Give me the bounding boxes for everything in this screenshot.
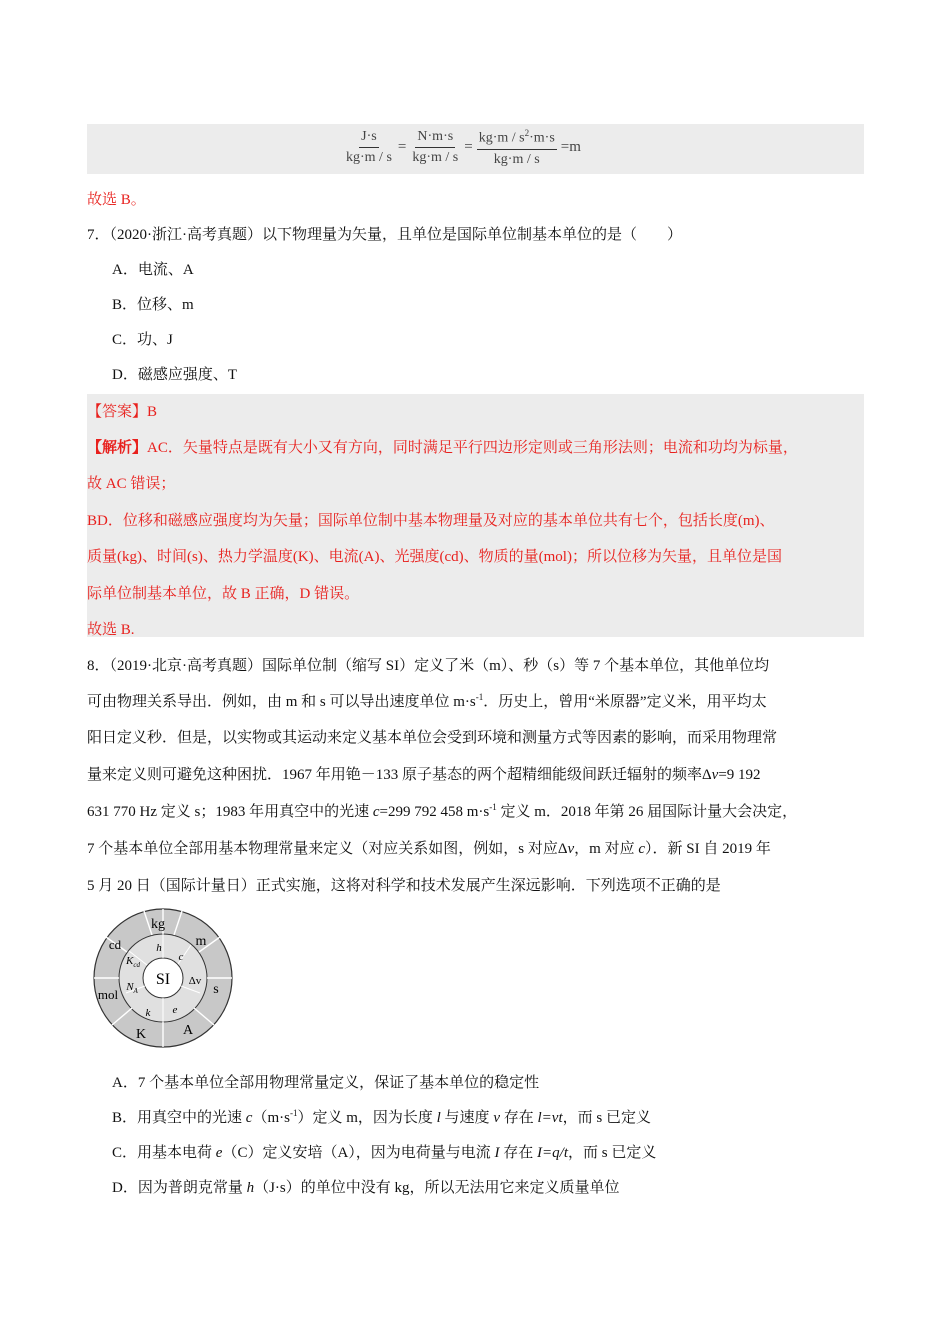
q8-line-2 (87, 690, 767, 711)
symbol-N: N (126, 981, 134, 993)
formula-I-qt: I=q/t (537, 1145, 568, 1161)
q8-text: 量来定义则可避免这种困扰．1967 年用铯－133 原子基态的两个超精细能级间跃迁辐射的频率Δ (87, 767, 712, 783)
q8-line-7: 5 月 20 日（国际计量日）正式实施，这将对科学和技术发展产生深远影响．下列选项不正确的是 (87, 878, 721, 894)
outer-label-mol: mol (97, 987, 119, 1002)
symbol-I: I (494, 1145, 500, 1161)
unit-formula (342, 128, 583, 168)
wheel-center-label: SI (155, 971, 171, 988)
symbol-c: c (372, 804, 380, 820)
symbol-K: K (126, 955, 134, 967)
q8-opt-text: ，而 s 已定义 (568, 1145, 657, 1161)
si-wheel-diagram (92, 907, 234, 1049)
symbol-c: c (245, 1110, 253, 1126)
q8-opt-text: C．用基本电荷 (112, 1145, 216, 1161)
q8-opt-text: 与速度 (440, 1110, 494, 1126)
q7-option-a: A．电流、A (112, 262, 194, 278)
superscript: -1 (289, 1108, 298, 1118)
symbol-e: e (215, 1145, 223, 1161)
superscript: 2 (524, 128, 530, 138)
q8-text: 631 770 Hz 定义 s；1983 年用真空中的光速 (87, 804, 373, 820)
q8-line-1: 8．（2019·北京·高考真题）国际单位制（缩写 SI）定义了米（m）、秒（s）等 7 个基本单位，其他单位均 (87, 658, 770, 674)
q8-opt-text: D．因为普朗克常量 (112, 1180, 247, 1196)
fraction-3-num-part: ·m·s (529, 130, 555, 146)
fraction-2-denominator: kg·m / s (412, 150, 459, 166)
q8-opt-text: （m·s (252, 1110, 290, 1126)
q8-opt-text: （C）定义安培（A），因为电荷量与电流 (222, 1145, 495, 1161)
q7-analysis-line-3: BD．位移和磁感应强度均为矢量；国际单位制中基本物理量及对应的基本单位共有七个，包括长度(m)、 (87, 513, 775, 529)
q8-text: =299 792 458 m·s (379, 804, 490, 820)
q8-text: ．历史上，曾用“米原器”定义米，用平均太 (483, 694, 767, 710)
q8-option-a: A．7 个基本单位全部用物理常量定义，保证了基本单位的稳定性 (112, 1075, 540, 1091)
q8-text: =9 192 (718, 767, 761, 783)
q8-line-3: 阳日定义秒．但是，以实物或其运动来定义基本单位会受到环境和测量方式等因素的影响，而采用物理常 (87, 730, 778, 746)
equals-m: =m (560, 139, 581, 156)
q8-line-6 (87, 837, 771, 858)
q8-opt-text: B．用真空中的光速 (112, 1110, 246, 1126)
equals-sign: = (397, 139, 407, 156)
fraction-3 (477, 128, 557, 168)
q8-text: 7 个基本单位全部用基本物理常量来定义（对应关系如图，例如，s 对应Δ (87, 841, 568, 857)
q7-option-c: C．功、J (112, 332, 173, 348)
outer-label-K: K (135, 1027, 147, 1042)
prev-answer: 故选 B。 (87, 192, 146, 208)
formula-l-vt: l=vt (537, 1110, 563, 1126)
q7-analysis-line-5: 际单位制基本单位，故 B 正确，D 错误。 (87, 586, 360, 602)
q8-option-d (112, 1176, 620, 1197)
equals-sign: = (464, 139, 473, 156)
q8-opt-text: ）定义 m，因为长度 (297, 1110, 437, 1126)
outer-label-m: m (195, 934, 207, 949)
outer-label-cd: cd (108, 937, 122, 952)
q8-text: ，m 对应 (574, 841, 639, 857)
q7-option-b: B．位移、m (112, 297, 194, 313)
q8-opt-text: ，而 s 已定义 (562, 1110, 651, 1126)
q8-opt-text: 存在 (499, 1110, 538, 1126)
inner-label-delta-v: Δv (188, 975, 202, 987)
q7-analysis-line-4: 质量(kg)、时间(s)、热力学温度(K)、电流(A)、光强度(cd)、物质的量(mol)；所以位移为矢量，且单位是国 (87, 549, 782, 565)
superscript: -1 (489, 802, 497, 812)
fraction-3-numerator (477, 128, 557, 150)
q8-opt-text: （J·s）的单位中没有 kg，所以无法用它来定义质量单位 (254, 1180, 620, 1196)
fraction-1 (344, 129, 394, 166)
symbol-c: c (638, 841, 646, 857)
q7-option-d: D．磁感应强度、T (112, 367, 237, 383)
symbol-v: v (493, 1110, 500, 1126)
q7-final-answer: 故选 B. (87, 622, 135, 638)
superscript: -1 (475, 692, 484, 702)
inner-label-e: e (172, 1004, 178, 1016)
outer-label-s: s (213, 982, 219, 997)
subscript-A: A (133, 987, 138, 995)
symbol-v: v (711, 767, 719, 783)
inner-label-k: k (145, 1007, 151, 1019)
q8-opt-text: 存在 (499, 1145, 538, 1161)
symbol-v: v (567, 841, 575, 857)
symbol-h: h (246, 1180, 255, 1196)
outer-label-A: A (182, 1023, 194, 1038)
q8-option-b (112, 1106, 651, 1127)
fraction-2 (410, 129, 460, 166)
inner-label-h: h (156, 942, 162, 954)
q8-line-4 (87, 763, 761, 784)
q7-analysis-line-2: 故 AC 错误； (87, 476, 176, 492)
q7-stem: 7．（2020·浙江·高考真题）以下物理量为矢量，且单位是国际单位制基本单位的是（ ） (87, 227, 682, 243)
fraction-1-numerator: J·s (359, 129, 379, 148)
q7-analysis-line-1 (87, 436, 798, 457)
q8-text: 定义 m．2018 年第 26 届国际计量大会决定， (496, 804, 798, 820)
q8-line-5 (87, 800, 797, 821)
q8-text: 可由物理关系导出．例如，由 m 和 s 可以导出速度单位 m·s (87, 694, 476, 710)
fraction-1-denominator: kg·m / s (346, 150, 392, 166)
fraction-2-numerator: N·m·s (415, 129, 455, 148)
symbol-l: l (436, 1110, 441, 1126)
outer-label-kg: kg (151, 917, 165, 932)
analysis-tag: 【解析】 (87, 440, 148, 456)
fraction-3-num-part: kg·m / s (478, 130, 525, 146)
q7-answer: 【答案】B (87, 404, 158, 420)
q8-text: ）．新 SI 自 2019 年 (645, 841, 771, 857)
analysis-text: AC．矢量特点是既有大小又有方向，同时满足平行四边形定则或三角形法则；电流和功均为标量， (147, 440, 798, 456)
fraction-3-denominator: kg·m / s (493, 151, 540, 167)
subscript-cd: cd (133, 961, 140, 969)
q8-option-c (112, 1141, 656, 1162)
inner-label-c: c (178, 951, 184, 963)
